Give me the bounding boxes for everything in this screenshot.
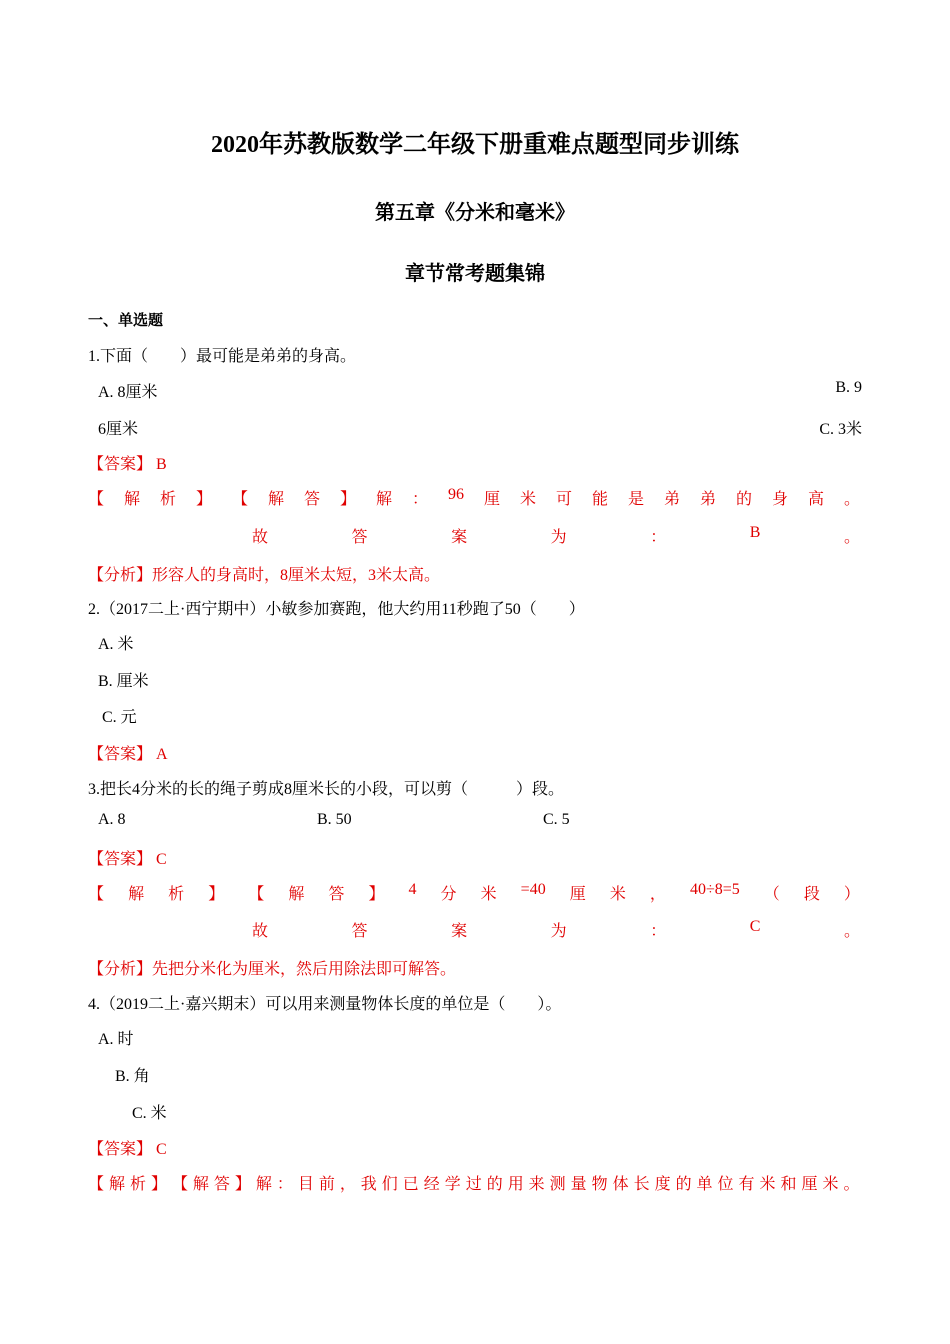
analysis-token: 米 <box>759 1176 776 1193</box>
analysis-token: 是 <box>627 491 644 508</box>
analysis-token: 答 <box>213 1176 230 1193</box>
question-4-option-a: A. 时 <box>98 1031 134 1048</box>
analysis-token: 解 <box>192 1176 209 1193</box>
analysis-token: 析 <box>160 491 177 508</box>
analysis-token: 4 <box>408 881 417 898</box>
analysis-token: 96 <box>448 486 464 503</box>
question-1-option-c: C. 3米 <box>819 421 862 438</box>
analysis-token: 答 <box>304 491 321 508</box>
question-4-analysis-line1 <box>88 1171 860 1194</box>
analysis-token: 【 <box>171 1176 188 1193</box>
question-3-stem: 3.把长4分米的长的绳子剪成8厘米长的小段，可以剪（ ）段。 <box>88 781 565 798</box>
analysis-token: B <box>749 524 761 541</box>
analysis-token: 40÷8=5 <box>689 881 740 898</box>
analysis-token: 米 <box>822 1176 839 1193</box>
analysis-token: C <box>749 918 761 935</box>
analysis-token: 分 <box>440 886 457 903</box>
chapter-title: 第五章《分米和毫米》 <box>375 202 575 224</box>
analysis-token: 厘 <box>483 491 500 508</box>
analysis-token: 来 <box>528 1176 545 1193</box>
analysis-token: 】 <box>234 1176 251 1193</box>
analysis-token: =40 <box>520 881 546 898</box>
analysis-token: 有 <box>738 1176 755 1193</box>
analysis-token: 析 <box>129 1176 146 1193</box>
analysis-token: 经 <box>423 1176 440 1193</box>
analysis-token: 】 <box>150 1176 167 1193</box>
analysis-token: 解 <box>128 886 145 903</box>
analysis-token: 米 <box>480 886 497 903</box>
analysis-token: 答 <box>351 529 368 546</box>
analysis-token: 【 <box>248 886 265 903</box>
analysis-token: 。 <box>843 491 860 508</box>
analysis-token: 解 <box>376 491 393 508</box>
analysis-token: 厘 <box>569 886 586 903</box>
question-1-answer: 【答案】 B <box>88 456 167 473</box>
question-4-option-b: B. 角 <box>115 1068 150 1085</box>
analysis-token: 【 <box>88 886 105 903</box>
analysis-token: 的 <box>735 491 752 508</box>
question-1-stem: 1.下面（ ）最可能是弟弟的身高。 <box>88 348 357 365</box>
question-4-stem: 4.（2019二上·嘉兴期末）可以用来测量物体长度的单位是（ ）。 <box>88 996 562 1013</box>
analysis-token: 故 <box>252 923 269 940</box>
analysis-token: 故 <box>252 529 269 546</box>
analysis-token: 体 <box>612 1176 629 1193</box>
question-2-option-b: B. 厘米 <box>98 673 149 690</box>
analysis-token: 。 <box>843 923 860 940</box>
analysis-token: 【 <box>88 1176 105 1193</box>
analysis-token: 答 <box>328 886 345 903</box>
analysis-token: 身 <box>771 491 788 508</box>
analysis-token: 解 <box>268 491 285 508</box>
analysis-token: 】 <box>368 886 385 903</box>
analysis-token: 解 <box>288 886 305 903</box>
analysis-token: 用 <box>507 1176 524 1193</box>
analysis-token: ： <box>276 1176 293 1193</box>
analysis-token: 厘 <box>801 1176 818 1193</box>
analysis-token: ： <box>412 491 429 508</box>
analysis-token: 测 <box>549 1176 566 1193</box>
analysis-token: 案 <box>451 529 468 546</box>
analysis-token: 】 <box>196 491 213 508</box>
analysis-token: 解 <box>108 1176 125 1193</box>
analysis-token: （ <box>763 886 780 903</box>
question-1-note: 【分析】形容人的身高时，8厘米太短，3米太高。 <box>88 567 441 584</box>
analysis-token: 单 <box>696 1176 713 1193</box>
analysis-token: 位 <box>717 1176 734 1193</box>
question-4-option-c: C. 米 <box>132 1105 167 1122</box>
analysis-token: 析 <box>168 886 185 903</box>
analysis-token: 为 <box>550 529 567 546</box>
analysis-token: 高 <box>807 491 824 508</box>
analysis-token: 学 <box>444 1176 461 1193</box>
question-1-option-b-cont: 6厘米 <box>98 421 139 438</box>
analysis-token: 解 <box>124 491 141 508</box>
analysis-token: 【 <box>88 491 105 508</box>
document-title: 2020年苏教版数学二年级下册重难点题型同步训练 <box>211 132 739 158</box>
question-4-answer: 【答案】 C <box>88 1141 167 1158</box>
analysis-token: 。 <box>843 1176 860 1193</box>
question-1-analysis-line1 <box>88 486 860 509</box>
question-3-analysis-line1 <box>88 881 860 904</box>
analysis-token: 的 <box>675 1176 692 1193</box>
analysis-token: 长 <box>633 1176 650 1193</box>
question-3-option-c: C. 5 <box>543 811 570 828</box>
question-1-analysis-line2 <box>252 524 860 547</box>
question-2-stem: 2.（2017二上·西宁期中）小敏参加赛跑，他大约用11秒跑了50（ ） <box>88 601 585 618</box>
question-1-option-a: A. 8厘米 <box>98 384 158 401</box>
analysis-token: 。 <box>843 529 860 546</box>
analysis-token: 能 <box>591 491 608 508</box>
analysis-token: 】 <box>340 491 357 508</box>
section-subtitle: 章节常考题集锦 <box>405 263 545 285</box>
analysis-token: ， <box>339 1176 356 1193</box>
question-3-note: 【分析】先把分米化为厘米，然后用除法即可解答。 <box>88 961 457 978</box>
question-2-option-c: C. 元 <box>102 709 137 726</box>
analysis-token: ： <box>650 923 667 940</box>
analysis-token: 为 <box>550 923 567 940</box>
analysis-token: 弟 <box>699 491 716 508</box>
question-3-analysis-line2 <box>252 918 860 941</box>
question-3-option-a: A. 8 <box>98 811 126 828</box>
analysis-token: 已 <box>402 1176 419 1193</box>
question-1-option-b: B. 9 <box>835 379 862 396</box>
analysis-token: 段 <box>803 886 820 903</box>
analysis-token: 米 <box>519 491 536 508</box>
question-2-option-a: A. 米 <box>98 636 134 653</box>
question-3-option-b: B. 50 <box>317 811 352 828</box>
analysis-token: 答 <box>351 923 368 940</box>
section-heading: 一、单选题 <box>88 313 164 329</box>
analysis-token: 我 <box>360 1176 377 1193</box>
analysis-token: ： <box>650 529 667 546</box>
analysis-token: 量 <box>570 1176 587 1193</box>
analysis-token: 过 <box>465 1176 482 1193</box>
analysis-token: 】 <box>208 886 225 903</box>
analysis-token: ， <box>649 886 666 903</box>
analysis-token: 度 <box>654 1176 671 1193</box>
question-2-answer: 【答案】 A <box>88 746 168 763</box>
analysis-token: ） <box>843 886 860 903</box>
question-3-answer: 【答案】 C <box>88 851 167 868</box>
analysis-token: 和 <box>780 1176 797 1193</box>
analysis-token: 前 <box>318 1176 335 1193</box>
analysis-token: 物 <box>591 1176 608 1193</box>
analysis-token: 目 <box>297 1176 314 1193</box>
analysis-token: 米 <box>609 886 626 903</box>
analysis-token: 解 <box>255 1176 272 1193</box>
analysis-token: 们 <box>381 1176 398 1193</box>
analysis-token: 案 <box>451 923 468 940</box>
analysis-token: 弟 <box>663 491 680 508</box>
analysis-token: 可 <box>555 491 572 508</box>
analysis-token: 的 <box>486 1176 503 1193</box>
analysis-token: 【 <box>232 491 249 508</box>
